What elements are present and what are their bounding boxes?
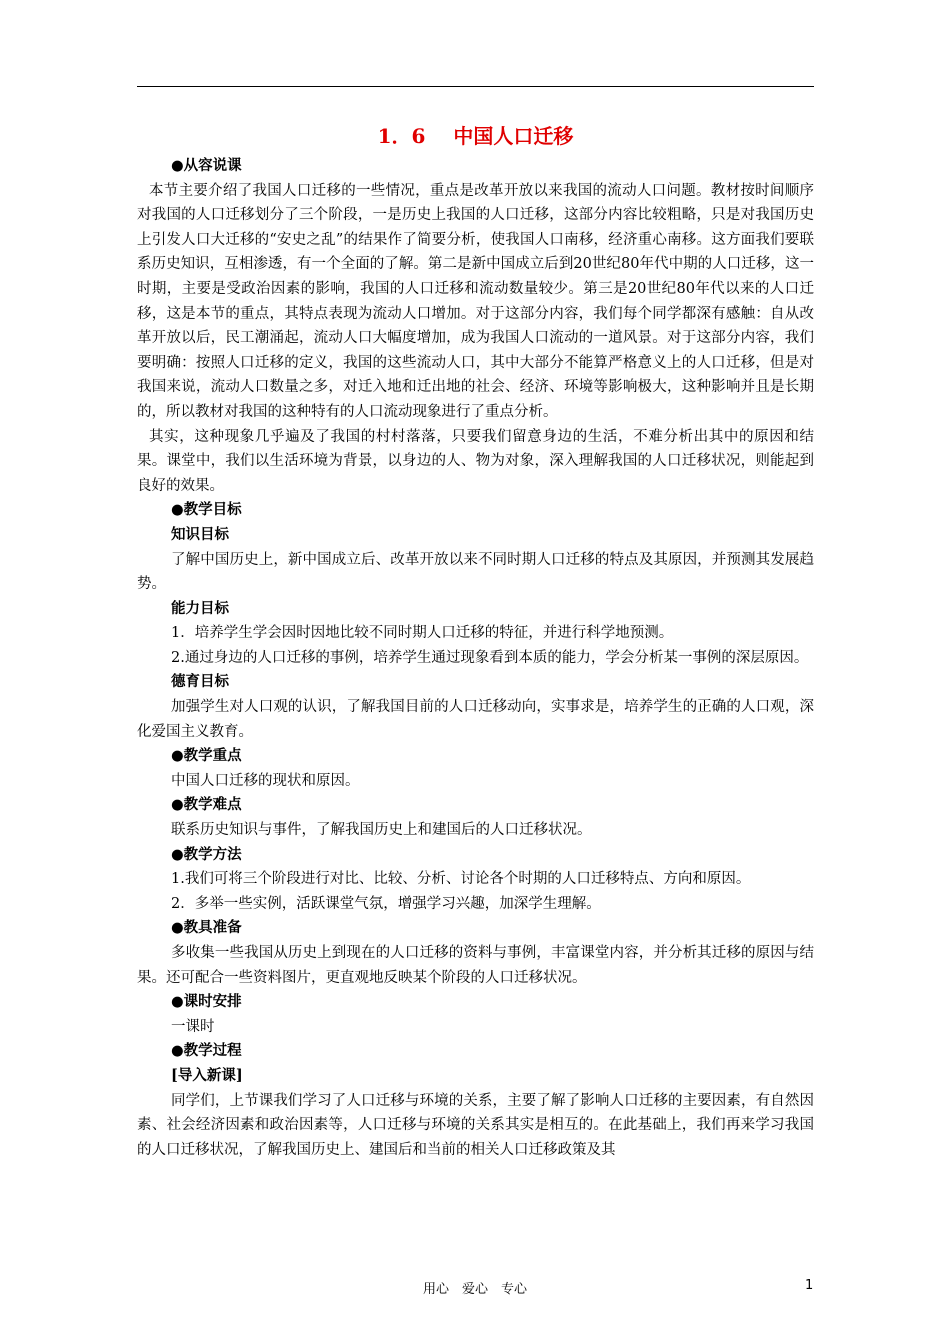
paragraph: 了解中国历史上，新中国成立后、改革开放以来不同时期人口迁移的特点及其原因，并预测其发展趋势。 xyxy=(137,551,814,593)
sub-heading: [导入新课] xyxy=(171,1066,243,1084)
paragraph: 中国人口迁移的现状和原因。 xyxy=(171,772,360,789)
footer-motto: 用心 爱心 专心 xyxy=(422,1282,527,1297)
title-text: 中国人口迁移 xyxy=(453,124,574,148)
sub-heading: 德育目标 xyxy=(171,673,229,691)
page-title xyxy=(137,118,814,154)
paragraph: 联系历史知识与事件，了解我国历史上和建国后的人口迁移状况。 xyxy=(171,822,592,839)
header-rule xyxy=(137,86,814,87)
paragraph: 同学们，上节课我们学习了人口迁移与环境的关系，主要了解了影响人口迁移的主要因素，有自然因素、社会经济因素和政治因素等，人口迁移与环境的关系其实是相互的。在此基础上，我们再来学习我国的人口迁移状况，了解我国历史上、建国后和当前的相关人口迁移政策及其 xyxy=(137,1092,814,1158)
document-body xyxy=(137,118,814,1162)
section-heading: ●教学重点 xyxy=(171,747,242,765)
paragraph: 2．多举一些实例，活跃课堂气氛，增强学习兴趣，加深学生理解。 xyxy=(171,895,601,912)
paragraph: 其实，这种现象几乎遍及了我国的村村落落，只要我们留意身边的生活，不难分析出其中的原因和结果。课堂中，我们以生活环境为背景，以身边的人、物为对象，深入理解我国的人口迁移状况，则能起到良好的效果。 xyxy=(137,428,814,494)
sub-heading: 能力目标 xyxy=(171,599,229,617)
section-heading: ●教学目标 xyxy=(171,501,242,519)
paragraph: 2.通过身边的人口迁移的事例，培养学生通过现象看到本质的能力，学会分析某一事例的深层原因。 xyxy=(171,649,809,666)
paragraph: 本节主要介绍了我国人口迁移的一些情况，重点是改革开放以来我国的流动人口问题。教材按时间顺序对我国的人口迁移划分了三个阶段，一是历史上我国的人口迁移，这部分内容比较粗略，只是对我国历史上引发人口大迁移的“安史之乱”的结果作了简要分析，使我国人口南移，经济重心南移。这方面我们要联系历史知识，互相渗透，有一个全面的了解。第二是新中国成立后到20世纪80年代中期的人口迁移，这一时期，主要是受政治因素的影响，我国的人口迁移和流动数量较少。第三是20世纪80年代以来的人口迁移，这是本节的重点，其特点表现为流动人口增加。对于这部分内容，我们每个同学都深有感触：自从改革开放以后，民工潮涌起，流动人口大幅度增加，成为我国人口流动的一道风景。对于这部分内容，我们要明确：按照人口迁移的定义，我国的这些流动人口，其中大部分不能算严格意义上的人口迁移，但是对我国来说，流动人口数量之多，对迁入地和迁出地的社会、经济、环境等影响极大，这种影响并且是长期的，所以教材对我国的这种特有的人口流动现象进行了重点分析。 xyxy=(137,182,814,420)
sub-heading: 知识目标 xyxy=(171,525,229,543)
section-heading: ●课时安排 xyxy=(171,993,242,1011)
paragraph: 一课时 xyxy=(171,1018,215,1035)
section-heading: ●教具准备 xyxy=(171,919,242,937)
section-heading: ●教学过程 xyxy=(171,1042,242,1060)
paragraph: 加强学生对人口观的认识，了解我国目前的人口迁移动向，实事求是，培养学生的正确的人口观，深化爱国主义教育。 xyxy=(137,699,814,740)
paragraph: 1．培养学生学会因时因地比较不同时期人口迁移的特征，并进行科学地预测。 xyxy=(171,625,674,642)
page-number: 1 xyxy=(805,1278,814,1293)
section-heading: ●教学方法 xyxy=(171,845,242,863)
paragraph: 1.我们可将三个阶段进行对比、比较、分析、讨论各个时期的人口迁移特点、方向和原因。 xyxy=(171,871,751,888)
section-heading: ●教学难点 xyxy=(171,796,242,814)
paragraph: 多收集一些我国从历史上到现在的人口迁移的资料与事例，丰富课堂内容，并分析其迁移的原因与结果。还可配合一些资料图片，更直观地反映某个阶段的人口迁移状况。 xyxy=(137,945,814,986)
section-heading: ●从容说课 xyxy=(171,157,242,174)
title-number: 1．6 xyxy=(377,124,426,148)
